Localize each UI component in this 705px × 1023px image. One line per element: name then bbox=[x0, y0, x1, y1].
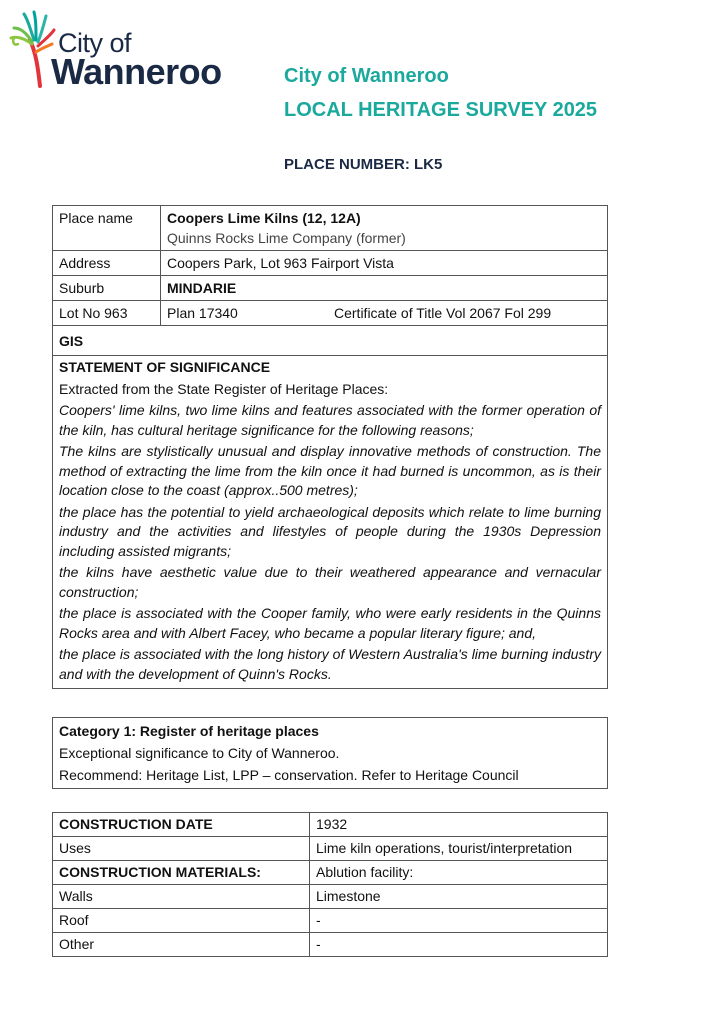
address-row bbox=[53, 251, 608, 276]
place-name-row bbox=[53, 206, 608, 251]
construction-materials-label: CONSTRUCTION MATERIALS: bbox=[53, 861, 310, 885]
walls-label: Walls bbox=[53, 885, 310, 909]
construction-row bbox=[53, 861, 608, 885]
lot-value bbox=[161, 301, 608, 326]
category-recommendation: Recommend: Heritage List, LPP – conservation. Refer to Heritage Council bbox=[59, 767, 519, 783]
significance-paragraph: the place is associated with the Cooper family, who were early residents in the Quinns Rocks area and with Albert Facey, who became a popular literary figure; and, bbox=[59, 605, 601, 641]
lot-label: Lot No 963 bbox=[53, 301, 161, 326]
gis-label: GIS bbox=[53, 326, 608, 356]
organisation-title: City of Wanneroo bbox=[284, 65, 449, 87]
statement-of-significance bbox=[53, 356, 608, 689]
suburb-value: MINDARIE bbox=[161, 276, 608, 301]
roof-value: - bbox=[310, 909, 608, 933]
place-details-table bbox=[52, 205, 608, 689]
logo-wanneroo-text: Wanneroo bbox=[51, 51, 222, 92]
category-cell bbox=[53, 718, 608, 789]
significance-paragraph: the kilns have aesthetic value due to their weathered appearance and vernacular construction; bbox=[59, 564, 601, 600]
certificate-of-title: Certificate of Title Vol 2067 Fol 299 bbox=[334, 305, 552, 321]
category-significance: Exceptional significance to City of Wanneroo. bbox=[59, 745, 340, 761]
survey-title: LOCAL HERITAGE SURVEY 2025 bbox=[284, 99, 598, 121]
suburb-row bbox=[53, 276, 608, 301]
construction-row bbox=[53, 909, 608, 933]
significance-paragraph: Coopers' lime kilns, two lime kilns and features associated with the former operation of the kiln, has cultural heritage significance for the following reasons; bbox=[59, 402, 601, 438]
construction-row bbox=[53, 813, 608, 837]
city-of-wanneroo-logo bbox=[8, 8, 228, 92]
construction-row bbox=[53, 885, 608, 909]
address-label: Address bbox=[53, 251, 161, 276]
significance-row bbox=[53, 356, 608, 689]
address-value: Coopers Park, Lot 963 Fairport Vista bbox=[161, 251, 608, 276]
former-name: Quinns Rocks Lime Company (former) bbox=[167, 230, 406, 246]
construction-date-label: CONSTRUCTION DATE bbox=[53, 813, 310, 837]
significance-heading: STATEMENT OF SIGNIFICANCE bbox=[59, 359, 271, 375]
other-label: Other bbox=[53, 933, 310, 957]
construction-row bbox=[53, 837, 608, 861]
category-table bbox=[52, 717, 608, 789]
significance-paragraph: the place is associated with the long history of Western Australia's lime burning industry and with the development of Quinn's Rocks. bbox=[59, 646, 601, 682]
construction-row bbox=[53, 933, 608, 957]
gis-row bbox=[53, 326, 608, 356]
uses-value: Lime kiln operations, tourist/interpretation bbox=[310, 837, 608, 861]
category-title: Category 1: Register of heritage places bbox=[59, 723, 319, 739]
plan-number: Plan 17340 bbox=[167, 305, 238, 321]
significance-paragraph: The kilns are stylistically unusual and display innovative methods of construction. The method of extracting the lime from the kiln once it had burned is uncommon, as is their location close to the coast (approx..500 metres); bbox=[59, 443, 601, 498]
place-number: PLACE NUMBER: LK5 bbox=[284, 156, 443, 173]
place-name-value bbox=[161, 206, 608, 251]
walls-value: Limestone bbox=[310, 885, 608, 909]
place-name: Coopers Lime Kilns (12, 12A) bbox=[167, 210, 361, 226]
place-name-label-text: Place name bbox=[59, 210, 133, 226]
category-row bbox=[53, 718, 608, 789]
uses-label: Uses bbox=[53, 837, 310, 861]
construction-materials-value: Ablution facility: bbox=[310, 861, 608, 885]
other-value: - bbox=[310, 933, 608, 957]
significance-source: Extracted from the State Register of Heritage Places: bbox=[59, 380, 389, 397]
roof-label: Roof bbox=[53, 909, 310, 933]
construction-date-value: 1932 bbox=[310, 813, 608, 837]
place-name-label bbox=[53, 206, 161, 251]
significance-paragraph: the place has the potential to yield archaeological deposits which relate to lime burning industry and the activities and lifestyles of people during the 1930s Depression including assisted migrants; bbox=[59, 503, 601, 559]
logo-city-of-text: City of bbox=[58, 28, 132, 58]
construction-table bbox=[52, 812, 608, 957]
suburb-label: Suburb bbox=[53, 276, 161, 301]
lot-row bbox=[53, 301, 608, 326]
